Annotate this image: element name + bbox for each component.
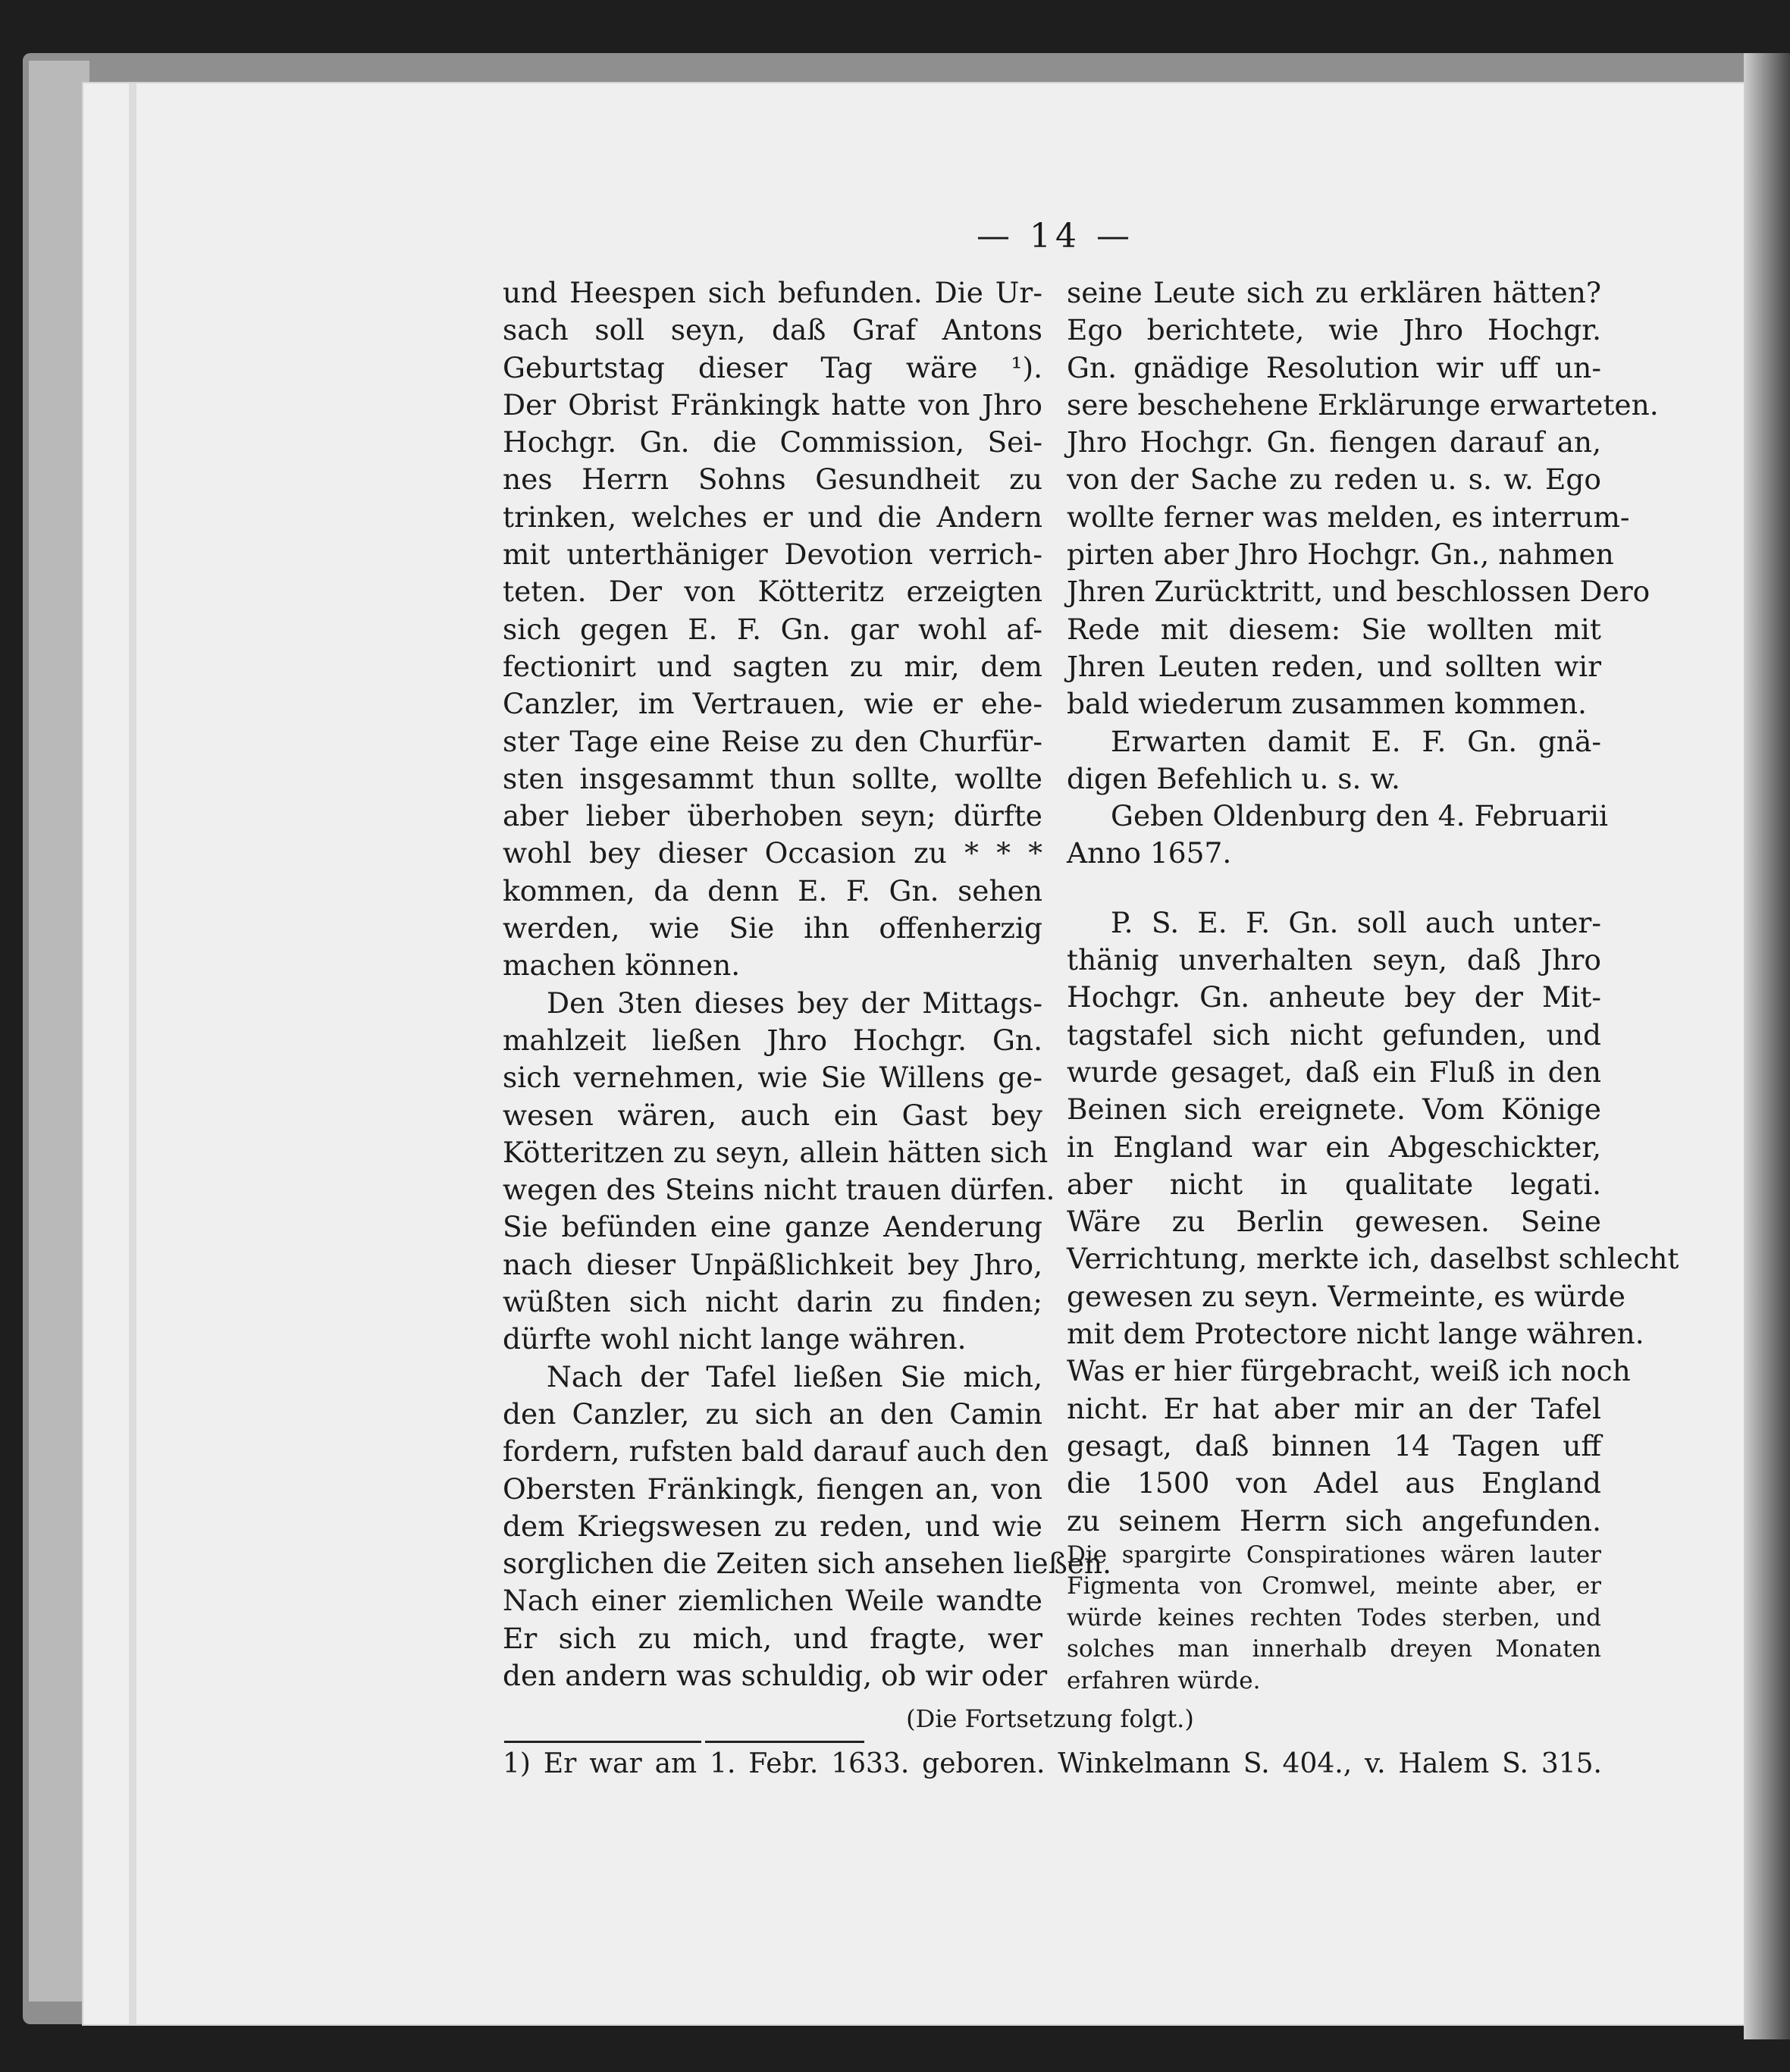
text-line: ster Tage eine Reise zu den Churfür- — [503, 724, 1042, 758]
text-line: Ego berichtete, wie Jhro Hochgr. — [1067, 313, 1601, 347]
text-line: würde keines rechten Todes sterben, und — [1067, 1603, 1601, 1632]
text-line: sere beschehene Erklärunge erwarteten. — [1067, 387, 1659, 422]
text-line: Erwarten damit E. F. Gn. gnä- — [1111, 724, 1601, 758]
text-line: sach soll seyn, daß Graf Antons — [503, 313, 1042, 347]
text-line: dürfte wohl nicht lange währen. — [503, 1322, 967, 1356]
text-line: Jhren Leuten reden, und sollten wir — [1067, 649, 1601, 683]
paragraph-gap — [1067, 873, 1601, 904]
footnote-rule — [705, 1741, 864, 1743]
text-line: Gn. gnädige Resolution wir uff un- — [1067, 350, 1601, 384]
text-line: aber nicht in qualitate legati. — [1067, 1167, 1601, 1201]
text-line: tagstafel sich nicht gefunden, und — [1067, 1017, 1601, 1052]
text-line: Figmenta von Cromwel, meinte aber, er — [1067, 1572, 1601, 1600]
text-line: Obersten Fränkingk, fiengen an, von — [503, 1472, 1042, 1506]
text-line: nach dieser Unpäßlichkeit bey Jhro, — [503, 1247, 1042, 1281]
text-line: wüßten sich nicht darin zu finden; — [503, 1285, 1042, 1319]
text-line: thänig unverhalten seyn, daß Jhro — [1067, 943, 1601, 977]
text-line: kommen, da denn E. F. Gn. sehen — [503, 873, 1042, 907]
cover-edge — [29, 61, 89, 2001]
text-line: Der Obrist Fränkingk hatte von Jhro — [503, 387, 1042, 422]
text-line: Wäre zu Berlin gewesen. Seine — [1067, 1205, 1601, 1239]
text-line: Hochgr. Gn. anheute bey der Mit- — [1067, 980, 1601, 1014]
text-line: fectionirt und sagten zu mir, dem — [503, 649, 1042, 683]
text-line: Jhren Zurücktritt, und beschlossen Dero — [1067, 575, 1650, 609]
text-line: Hochgr. Gn. die Commission, Sei- — [503, 425, 1042, 459]
page-number: — 14 — — [977, 217, 1134, 255]
text-line: wollte ferner was melden, es interrum- — [1067, 500, 1630, 534]
text-line: aber lieber überhoben seyn; dürfte — [503, 799, 1042, 833]
continuation-note: (Die Fortsetzung folgt.) — [906, 1704, 1194, 1733]
text-line: Nach der Tafel ließen Sie mich, — [547, 1359, 1042, 1393]
text-line: und Heespen sich befunden. Die Ur- — [503, 276, 1042, 309]
page-gutter — [129, 83, 136, 2024]
text-line: teten. Der von Kötteritz erzeigten — [503, 575, 1042, 609]
text-line: bald wiederum zusammen kommen. — [1067, 687, 1587, 721]
text-line: Er sich zu mich, und fragte, wer — [503, 1621, 1042, 1655]
footnote: 1) Er war am 1. Febr. 1633. geboren. Winkelmann S. 404., v. Halem S. 315. — [503, 1748, 1602, 1779]
text-line: Verrichtung, merkte ich, daselbst schlecht — [1067, 1242, 1679, 1276]
text-line: gewesen zu seyn. Vermeinte, es würde — [1067, 1279, 1625, 1313]
text-line: Die spargirte Conspirationes wären lauter — [1067, 1541, 1601, 1569]
text-line: Canzler, im Vertrauen, wie er ehe- — [503, 687, 1042, 721]
text-line: Geben Oldenburg den 4. Februarii — [1111, 799, 1608, 833]
footnote-rule — [504, 1741, 701, 1743]
text-line: Beinen sich ereignete. Vom Könige — [1067, 1092, 1601, 1127]
text-line: dem Kriegswesen zu reden, und wie — [503, 1509, 1042, 1543]
text-line: die 1500 von Adel aus England — [1067, 1466, 1601, 1500]
text-line: gesagt, daß binnen 14 Tagen uff — [1067, 1428, 1601, 1462]
text-line: trinken, welches er und die Andern — [503, 500, 1042, 534]
text-line: in England war ein Abgeschickter, — [1067, 1130, 1601, 1164]
text-line: P. S. E. F. Gn. soll auch unter- — [1111, 905, 1601, 939]
right-text-column — [1067, 274, 1679, 1697]
text-line: nes Herrn Sohns Gesundheit zu — [503, 462, 1042, 497]
text-line: mit unterthäniger Devotion verrich- — [503, 538, 1042, 572]
text-line: nicht. Er hat aber mir an der Tafel — [1067, 1391, 1601, 1425]
text-line: erfahren würde. — [1067, 1666, 1261, 1694]
text-line: zu seinem Herrn sich angefunden. — [1067, 1503, 1601, 1538]
text-line: wohl bey dieser Occasion zu * * * — [503, 836, 1042, 870]
text-line: pirten aber Jhro Hochgr. Gn., nahmen — [1067, 538, 1614, 572]
text-line: Geburtstag dieser Tag wäre ¹). — [503, 350, 1042, 384]
next-page-edge — [1744, 53, 1790, 2039]
text-line: wurde gesaget, daß ein Fluß in den — [1067, 1055, 1601, 1089]
text-line: sten insgesammt thun sollte, wollte — [503, 761, 1042, 795]
text-line: Den 3ten dieses bey der Mittags- — [547, 986, 1042, 1020]
text-line: Anno 1657. — [1067, 836, 1232, 870]
text-line: von der Sache zu reden u. s. w. Ego — [1067, 462, 1601, 497]
text-line: mit dem Protectore nicht lange währen. — [1067, 1317, 1644, 1351]
text-line: seine Leute sich zu erklären hätten? — [1067, 276, 1601, 309]
text-line: digen Befehlich u. s. w. — [1067, 761, 1400, 795]
text-line: mahlzeit ließen Jhro Hochgr. Gn. — [503, 1023, 1042, 1057]
text-line: sich gegen E. F. Gn. gar wohl af- — [503, 612, 1042, 646]
text-line: sorglichen die Zeiten sich ansehen ließen. — [503, 1547, 1112, 1581]
text-line: Was er hier fürgebracht, weiß ich noch — [1067, 1354, 1631, 1388]
text-line: solches man innerhalb dreyen Monaten — [1067, 1635, 1601, 1663]
text-line: Sie befünden eine ganze Aenderung — [503, 1210, 1042, 1244]
text-line: wesen wären, auch ein Gast bey — [503, 1098, 1042, 1132]
text-line: machen können. — [503, 948, 741, 983]
text-line: Nach einer ziemlichen Weile wandte — [503, 1584, 1042, 1618]
text-line: Jhro Hochgr. Gn. fiengen darauf an, — [1067, 425, 1601, 459]
text-line: Rede mit diesem: Sie wollten mit — [1067, 612, 1601, 646]
text-line: sich vernehmen, wie Sie Willens ge- — [503, 1061, 1042, 1095]
text-line: den Canzler, zu sich an den Camin — [503, 1396, 1042, 1431]
text-line: den andern was schuldig, ob wir oder — [503, 1658, 1048, 1692]
text-line: Kötteritzen zu seyn, allein hätten sich — [503, 1135, 1049, 1169]
text-line: wegen des Steins nicht trauen dürfen. — [503, 1173, 1055, 1207]
text-line: fordern, rufsten bald darauf auch den — [503, 1434, 1049, 1469]
text-line: werden, wie Sie ihn offenherzig — [503, 911, 1042, 945]
left-text-column — [503, 274, 1112, 1694]
